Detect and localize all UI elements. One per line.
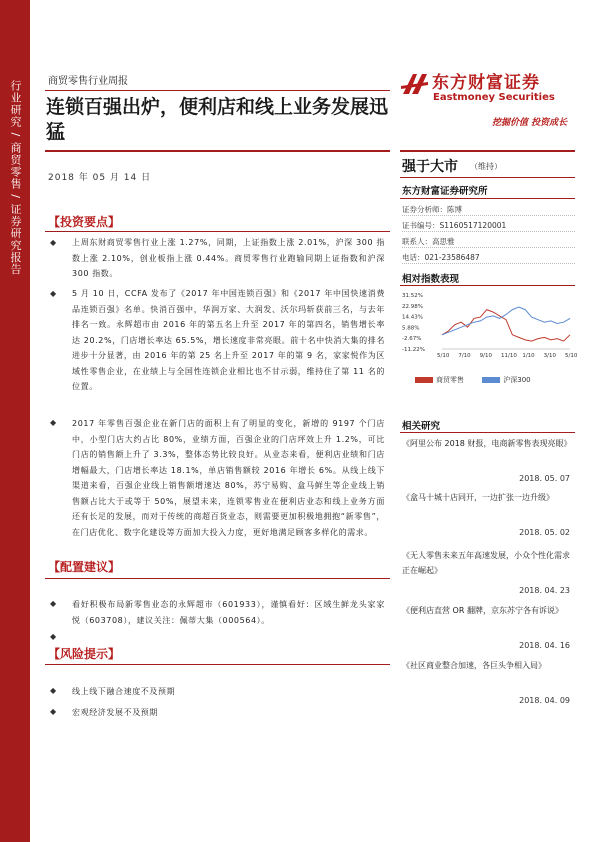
eastmoney-logo-icon <box>400 70 430 98</box>
report-title: 连锁百强出炉，便利店和线上业务发展迅猛 <box>46 96 389 143</box>
x-tick-label: 1/10 <box>522 353 535 359</box>
contact-name: 联系人：高思雅 <box>402 236 575 248</box>
legend-item-hs300 <box>482 376 530 384</box>
bullet-diamond-icon: ◆ <box>50 686 57 695</box>
side-band-label: 行业研究 / 商贸零售 / 证券研究报告 <box>9 80 22 276</box>
invest-divider <box>45 231 390 232</box>
rating-label: 强于大市 <box>402 159 458 175</box>
x-tick-label: 11/10 <box>501 353 517 359</box>
related-item-title[interactable]: 《便利店直营 OR 翻牌，京东苏宁各有诉说》 <box>402 606 563 615</box>
legend-swatch-hs300 <box>482 377 500 383</box>
chart-legend <box>415 375 531 385</box>
bullet-diamond-icon: ◆ <box>50 707 57 716</box>
header-divider <box>45 90 390 91</box>
x-tick-label: 5/10 <box>565 353 578 359</box>
x-tick-label: 3/10 <box>543 353 557 359</box>
y-tick-label: -11.22% <box>402 347 425 353</box>
institute-divider <box>400 198 575 199</box>
bullet-diamond-icon: ◆ <box>50 599 57 608</box>
brand-name-en: Eastmoney Securities <box>433 92 555 103</box>
relative-performance-chart <box>400 289 578 364</box>
invest-paragraph-2: 5 月 10 日，CCFA 发布了《2017 年中国连锁百强》和《2017 年中国快速消费品连锁百强》名单。快消百强中，华润万家、大润发、沃尔玛斩获前三名，与去年排名一致。永辉超市由 2016 年的第五名上升至 2017 年的第四名，销售增长率达 20.2%，门店增长率达 65.5%，增长速度非常亮眼。前十名中快消大集的排名进步十分显著，由 2016 年的第 25 名上升至 2017 年的第 9 名，家家悦作为区域性零售企业，在业绩上与全国性连锁企业相比也不甘示弱，维持住了第 11 名的位置。 <box>72 289 385 391</box>
related-item-title[interactable]: 《盒马十城十店同开，一边扩张一边升级》 <box>402 493 554 502</box>
allocation-heading: 【配置建议】 <box>48 560 121 574</box>
rating-divider <box>400 177 575 178</box>
related-item-date: 2018. 04. 09 <box>519 696 570 705</box>
related-item-title[interactable]: 《无人零售未来五年高速发展，小众个性化需求正在崛起》 <box>402 551 570 575</box>
certificate-number: 证书编号：S1160517120001 <box>402 220 575 232</box>
y-tick-label: 22.98% <box>402 303 423 310</box>
related-item-date: 2018. 05. 07 <box>519 474 570 483</box>
legend-label-retail: 商贸零售 <box>436 376 464 384</box>
related-item-date: 2018. 04. 23 <box>519 586 570 595</box>
related-item-title[interactable]: 《社区商业整合加速，各巨头争相入局》 <box>402 661 546 670</box>
institute-name: 东方财富证券研究所 <box>402 186 488 197</box>
related-item-date: 2018. 05. 02 <box>519 528 570 537</box>
y-tick-label: 14.43% <box>402 314 423 321</box>
invest-paragraph-3: 2017 年零售百强企业在新门店的面积上有了明显的变化，新增的 9197 个门店中，小型门店大约占比 80%，业绩方面，百强企业的门店坪效上升 1.2%，可比门店的销售额上升了 3.3%，整体态势比较良好。从业态来看，便利店业绩和门店增幅最大，门店增长率达 18.1%，单店销售额较 2016 年增长 6%。从线上线下渠道来看，百强企业线上销售额增速达 80%，苏宁易购、盒马鲜生等企业线上销售额占比大于或等于 50%，展望未来，连锁零售业在便利店业态和线上业务方面还有长足的发展，而对于传统的商超百货业态，则需要更加积极地拥抱“新零售”，在门店优化、数字化建设等方面加大投入力度，更好地满足顾客多样化的需求。 <box>72 419 385 537</box>
y-tick-label: 5.88% <box>402 325 420 332</box>
related-research-divider <box>400 432 575 433</box>
invest-heading: 【投资要点】 <box>48 215 121 229</box>
y-tick-label: -2.67% <box>402 336 422 343</box>
performance-title: 相对指数表现 <box>402 274 460 285</box>
title-divider <box>45 150 390 152</box>
legend-label-hs300: 沪深300 <box>503 376 531 384</box>
risk-item: 线上线下融合速度不及预期 <box>72 687 176 696</box>
bullet-diamond-icon: ◆ <box>50 418 57 427</box>
x-tick-label: 7/10 <box>458 353 471 359</box>
bullet-diamond-icon: ◆ <box>50 289 57 298</box>
x-tick-label: 9/10 <box>479 353 493 359</box>
phone-number: 电话：021-23586487 <box>402 252 575 264</box>
brand-name-cn: 东方财富证券 <box>432 73 540 93</box>
related-research-title: 相关研究 <box>402 421 441 432</box>
x-tick-label: 5/10 <box>437 353 450 359</box>
risk-item: 宏观经济发展不及预期 <box>72 708 158 717</box>
allocation-paragraph: 看好积极布局新零售业态的永辉超市（601933），谨慎看好：区域生鲜龙头家家悦（603708），建议关注：佩蒂大集（000564）。 <box>72 600 385 625</box>
allocation-divider <box>45 578 390 579</box>
bullet-diamond-icon: ◆ <box>50 238 57 247</box>
legend-swatch-retail <box>415 377 433 383</box>
related-item-title[interactable]: 《阿里公布 2018 财报，电商新零售表现亮眼》 <box>402 439 572 448</box>
report-date: 2018 年 05 月 14 日 <box>48 173 152 183</box>
bullet-diamond-icon: ◆ <box>50 632 57 641</box>
rating-sub: （维持） <box>470 162 502 171</box>
risk-heading: 【风险提示】 <box>48 647 121 661</box>
performance-divider <box>400 285 575 286</box>
y-tick-label: 31.52% <box>402 293 423 299</box>
risk-divider <box>45 664 390 665</box>
brand-slogan: 挖掘价值 投资成长 <box>492 118 568 128</box>
related-item-date: 2018. 04. 16 <box>519 641 570 650</box>
invest-paragraph-1: 上周东财商贸零售行业上涨 1.27%，同期，上证指数上涨 2.01%，沪深 300 指数上涨 2.10%，创业板指上涨 0.44%。商贸零售行业跑输同期上证指数和沪深 300 指数。 <box>72 238 385 278</box>
rating-divider-top <box>400 150 575 152</box>
legend-item-retail <box>415 376 464 384</box>
report-type: 商贸零售行业周报 <box>48 76 128 87</box>
analyst-name: 证券分析师：陈博 <box>402 204 575 216</box>
